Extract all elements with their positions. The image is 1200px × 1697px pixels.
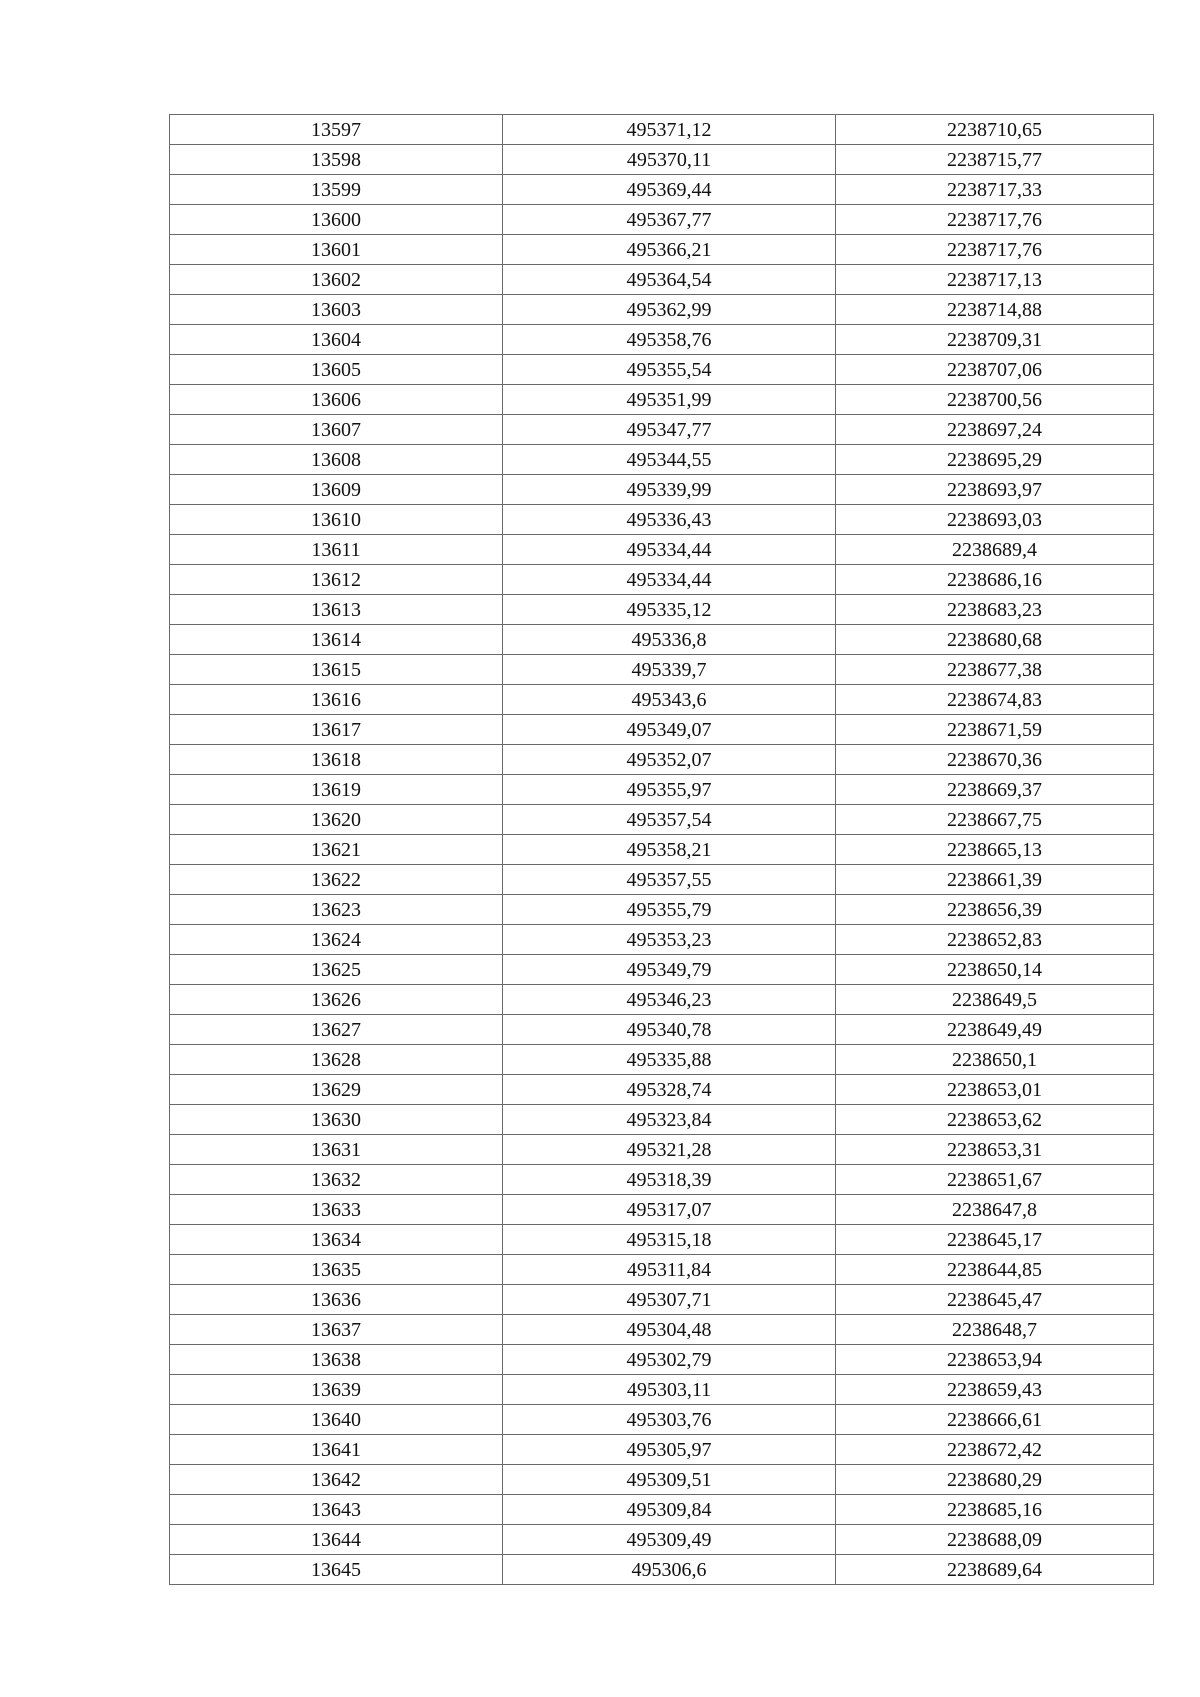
table-row <box>170 835 1154 865</box>
point-number-cell: 13628 <box>170 1045 503 1075</box>
y-coordinate-cell: 2238689,64 <box>836 1555 1154 1585</box>
x-coordinate-cell: 495347,77 <box>503 415 836 445</box>
table-row <box>170 265 1154 295</box>
x-coordinate-cell: 495311,84 <box>503 1255 836 1285</box>
point-number-cell: 13598 <box>170 145 503 175</box>
y-coordinate-cell: 2238661,39 <box>836 865 1154 895</box>
y-coordinate-cell: 2238717,76 <box>836 235 1154 265</box>
table-row <box>170 535 1154 565</box>
point-number-cell: 13634 <box>170 1225 503 1255</box>
y-coordinate-cell: 2238680,29 <box>836 1465 1154 1495</box>
x-coordinate-cell: 495323,84 <box>503 1105 836 1135</box>
point-number-cell: 13610 <box>170 505 503 535</box>
point-number-cell: 13624 <box>170 925 503 955</box>
point-number-cell: 13631 <box>170 1135 503 1165</box>
y-coordinate-cell: 2238667,75 <box>836 805 1154 835</box>
point-number-cell: 13599 <box>170 175 503 205</box>
coordinates-table-body <box>170 115 1154 1585</box>
point-number-cell: 13622 <box>170 865 503 895</box>
x-coordinate-cell: 495335,12 <box>503 595 836 625</box>
y-coordinate-cell: 2238680,68 <box>836 625 1154 655</box>
table-row <box>170 1105 1154 1135</box>
table-row <box>170 805 1154 835</box>
y-coordinate-cell: 2238653,94 <box>836 1345 1154 1375</box>
x-coordinate-cell: 495334,44 <box>503 565 836 595</box>
table-row <box>170 505 1154 535</box>
x-coordinate-cell: 495362,99 <box>503 295 836 325</box>
y-coordinate-cell: 2238707,06 <box>836 355 1154 385</box>
point-number-cell: 13641 <box>170 1435 503 1465</box>
y-coordinate-cell: 2238651,67 <box>836 1165 1154 1195</box>
x-coordinate-cell: 495339,7 <box>503 655 836 685</box>
x-coordinate-cell: 495309,49 <box>503 1525 836 1555</box>
point-number-cell: 13642 <box>170 1465 503 1495</box>
y-coordinate-cell: 2238700,56 <box>836 385 1154 415</box>
y-coordinate-cell: 2238649,49 <box>836 1015 1154 1045</box>
x-coordinate-cell: 495369,44 <box>503 175 836 205</box>
y-coordinate-cell: 2238650,1 <box>836 1045 1154 1075</box>
table-row <box>170 1315 1154 1345</box>
y-coordinate-cell: 2238649,5 <box>836 985 1154 1015</box>
x-coordinate-cell: 495370,11 <box>503 145 836 175</box>
point-number-cell: 13611 <box>170 535 503 565</box>
y-coordinate-cell: 2238717,13 <box>836 265 1154 295</box>
point-number-cell: 13637 <box>170 1315 503 1345</box>
table-row <box>170 565 1154 595</box>
point-number-cell: 13626 <box>170 985 503 1015</box>
point-number-cell: 13608 <box>170 445 503 475</box>
x-coordinate-cell: 495305,97 <box>503 1435 836 1465</box>
table-row <box>170 925 1154 955</box>
x-coordinate-cell: 495355,54 <box>503 355 836 385</box>
table-row <box>170 715 1154 745</box>
point-number-cell: 13623 <box>170 895 503 925</box>
y-coordinate-cell: 2238693,03 <box>836 505 1154 535</box>
table-row <box>170 1045 1154 1075</box>
point-number-cell: 13601 <box>170 235 503 265</box>
table-row <box>170 1015 1154 1045</box>
x-coordinate-cell: 495318,39 <box>503 1165 836 1195</box>
table-row <box>170 475 1154 505</box>
x-coordinate-cell: 495346,23 <box>503 985 836 1015</box>
y-coordinate-cell: 2238665,13 <box>836 835 1154 865</box>
point-number-cell: 13635 <box>170 1255 503 1285</box>
table-row <box>170 865 1154 895</box>
point-number-cell: 13597 <box>170 115 503 145</box>
y-coordinate-cell: 2238669,37 <box>836 775 1154 805</box>
y-coordinate-cell: 2238685,16 <box>836 1495 1154 1525</box>
table-row <box>170 385 1154 415</box>
point-number-cell: 13633 <box>170 1195 503 1225</box>
x-coordinate-cell: 495302,79 <box>503 1345 836 1375</box>
point-number-cell: 13605 <box>170 355 503 385</box>
point-number-cell: 13644 <box>170 1525 503 1555</box>
x-coordinate-cell: 495352,07 <box>503 745 836 775</box>
y-coordinate-cell: 2238672,42 <box>836 1435 1154 1465</box>
y-coordinate-cell: 2238677,38 <box>836 655 1154 685</box>
x-coordinate-cell: 495336,43 <box>503 505 836 535</box>
x-coordinate-cell: 495303,11 <box>503 1375 836 1405</box>
x-coordinate-cell: 495315,18 <box>503 1225 836 1255</box>
table-row <box>170 1255 1154 1285</box>
table-row <box>170 1135 1154 1165</box>
point-number-cell: 13621 <box>170 835 503 865</box>
x-coordinate-cell: 495358,76 <box>503 325 836 355</box>
table-row <box>170 1525 1154 1555</box>
point-number-cell: 13616 <box>170 685 503 715</box>
y-coordinate-cell: 2238653,31 <box>836 1135 1154 1165</box>
table-row <box>170 1345 1154 1375</box>
point-number-cell: 13612 <box>170 565 503 595</box>
x-coordinate-cell: 495371,12 <box>503 115 836 145</box>
table-row <box>170 1195 1154 1225</box>
x-coordinate-cell: 495307,71 <box>503 1285 836 1315</box>
point-number-cell: 13618 <box>170 745 503 775</box>
y-coordinate-cell: 2238717,76 <box>836 205 1154 235</box>
table-row <box>170 745 1154 775</box>
table-row <box>170 445 1154 475</box>
table-row <box>170 1225 1154 1255</box>
table-row <box>170 775 1154 805</box>
table-row <box>170 595 1154 625</box>
table-row <box>170 355 1154 385</box>
point-number-cell: 13602 <box>170 265 503 295</box>
table-row <box>170 145 1154 175</box>
x-coordinate-cell: 495328,74 <box>503 1075 836 1105</box>
y-coordinate-cell: 2238715,77 <box>836 145 1154 175</box>
y-coordinate-cell: 2238659,43 <box>836 1375 1154 1405</box>
y-coordinate-cell: 2238674,83 <box>836 685 1154 715</box>
table-row <box>170 295 1154 325</box>
x-coordinate-cell: 495306,6 <box>503 1555 836 1585</box>
y-coordinate-cell: 2238693,97 <box>836 475 1154 505</box>
table-row <box>170 685 1154 715</box>
table-row <box>170 1555 1154 1585</box>
point-number-cell: 13619 <box>170 775 503 805</box>
x-coordinate-cell: 495344,55 <box>503 445 836 475</box>
table-row <box>170 1465 1154 1495</box>
y-coordinate-cell: 2238645,17 <box>836 1225 1154 1255</box>
y-coordinate-cell: 2238666,61 <box>836 1405 1154 1435</box>
point-number-cell: 13645 <box>170 1555 503 1585</box>
table-row <box>170 1285 1154 1315</box>
x-coordinate-cell: 495349,79 <box>503 955 836 985</box>
x-coordinate-cell: 495339,99 <box>503 475 836 505</box>
table-row <box>170 625 1154 655</box>
y-coordinate-cell: 2238717,33 <box>836 175 1154 205</box>
point-number-cell: 13643 <box>170 1495 503 1525</box>
x-coordinate-cell: 495303,76 <box>503 1405 836 1435</box>
point-number-cell: 13630 <box>170 1105 503 1135</box>
point-number-cell: 13606 <box>170 385 503 415</box>
point-number-cell: 13615 <box>170 655 503 685</box>
table-row <box>170 325 1154 355</box>
table-row <box>170 175 1154 205</box>
y-coordinate-cell: 2238656,39 <box>836 895 1154 925</box>
x-coordinate-cell: 495364,54 <box>503 265 836 295</box>
x-coordinate-cell: 495351,99 <box>503 385 836 415</box>
y-coordinate-cell: 2238709,31 <box>836 325 1154 355</box>
point-number-cell: 13629 <box>170 1075 503 1105</box>
x-coordinate-cell: 495336,8 <box>503 625 836 655</box>
point-number-cell: 13613 <box>170 595 503 625</box>
y-coordinate-cell: 2238653,01 <box>836 1075 1154 1105</box>
table-row <box>170 115 1154 145</box>
table-row <box>170 415 1154 445</box>
table-row <box>170 205 1154 235</box>
table-row <box>170 1405 1154 1435</box>
x-coordinate-cell: 495366,21 <box>503 235 836 265</box>
coordinates-table <box>169 114 1154 1585</box>
point-number-cell: 13627 <box>170 1015 503 1045</box>
point-number-cell: 13617 <box>170 715 503 745</box>
y-coordinate-cell: 2238688,09 <box>836 1525 1154 1555</box>
y-coordinate-cell: 2238710,65 <box>836 115 1154 145</box>
point-number-cell: 13636 <box>170 1285 503 1315</box>
x-coordinate-cell: 495304,48 <box>503 1315 836 1345</box>
y-coordinate-cell: 2238644,85 <box>836 1255 1154 1285</box>
y-coordinate-cell: 2238647,8 <box>836 1195 1154 1225</box>
point-number-cell: 13614 <box>170 625 503 655</box>
x-coordinate-cell: 495357,55 <box>503 865 836 895</box>
x-coordinate-cell: 495309,84 <box>503 1495 836 1525</box>
point-number-cell: 13603 <box>170 295 503 325</box>
point-number-cell: 13625 <box>170 955 503 985</box>
table-row <box>170 985 1154 1015</box>
y-coordinate-cell: 2238697,24 <box>836 415 1154 445</box>
table-row <box>170 895 1154 925</box>
y-coordinate-cell: 2238648,7 <box>836 1315 1154 1345</box>
point-number-cell: 13604 <box>170 325 503 355</box>
y-coordinate-cell: 2238670,36 <box>836 745 1154 775</box>
x-coordinate-cell: 495357,54 <box>503 805 836 835</box>
table-row <box>170 1165 1154 1195</box>
x-coordinate-cell: 495367,77 <box>503 205 836 235</box>
x-coordinate-cell: 495321,28 <box>503 1135 836 1165</box>
point-number-cell: 13609 <box>170 475 503 505</box>
x-coordinate-cell: 495309,51 <box>503 1465 836 1495</box>
x-coordinate-cell: 495334,44 <box>503 535 836 565</box>
point-number-cell: 13620 <box>170 805 503 835</box>
y-coordinate-cell: 2238652,83 <box>836 925 1154 955</box>
y-coordinate-cell: 2238653,62 <box>836 1105 1154 1135</box>
table-row <box>170 1495 1154 1525</box>
y-coordinate-cell: 2238695,29 <box>836 445 1154 475</box>
x-coordinate-cell: 495317,07 <box>503 1195 836 1225</box>
point-number-cell: 13600 <box>170 205 503 235</box>
table-row <box>170 955 1154 985</box>
x-coordinate-cell: 495358,21 <box>503 835 836 865</box>
x-coordinate-cell: 495355,79 <box>503 895 836 925</box>
table-row <box>170 655 1154 685</box>
y-coordinate-cell: 2238650,14 <box>836 955 1154 985</box>
point-number-cell: 13640 <box>170 1405 503 1435</box>
y-coordinate-cell: 2238645,47 <box>836 1285 1154 1315</box>
y-coordinate-cell: 2238714,88 <box>836 295 1154 325</box>
point-number-cell: 13638 <box>170 1345 503 1375</box>
x-coordinate-cell: 495355,97 <box>503 775 836 805</box>
y-coordinate-cell: 2238689,4 <box>836 535 1154 565</box>
point-number-cell: 13639 <box>170 1375 503 1405</box>
x-coordinate-cell: 495335,88 <box>503 1045 836 1075</box>
point-number-cell: 13632 <box>170 1165 503 1195</box>
x-coordinate-cell: 495343,6 <box>503 685 836 715</box>
x-coordinate-cell: 495353,23 <box>503 925 836 955</box>
table-row <box>170 1075 1154 1105</box>
point-number-cell: 13607 <box>170 415 503 445</box>
y-coordinate-cell: 2238686,16 <box>836 565 1154 595</box>
x-coordinate-cell: 495349,07 <box>503 715 836 745</box>
x-coordinate-cell: 495340,78 <box>503 1015 836 1045</box>
y-coordinate-cell: 2238671,59 <box>836 715 1154 745</box>
table-row <box>170 1435 1154 1465</box>
table-row <box>170 1375 1154 1405</box>
table-row <box>170 235 1154 265</box>
y-coordinate-cell: 2238683,23 <box>836 595 1154 625</box>
